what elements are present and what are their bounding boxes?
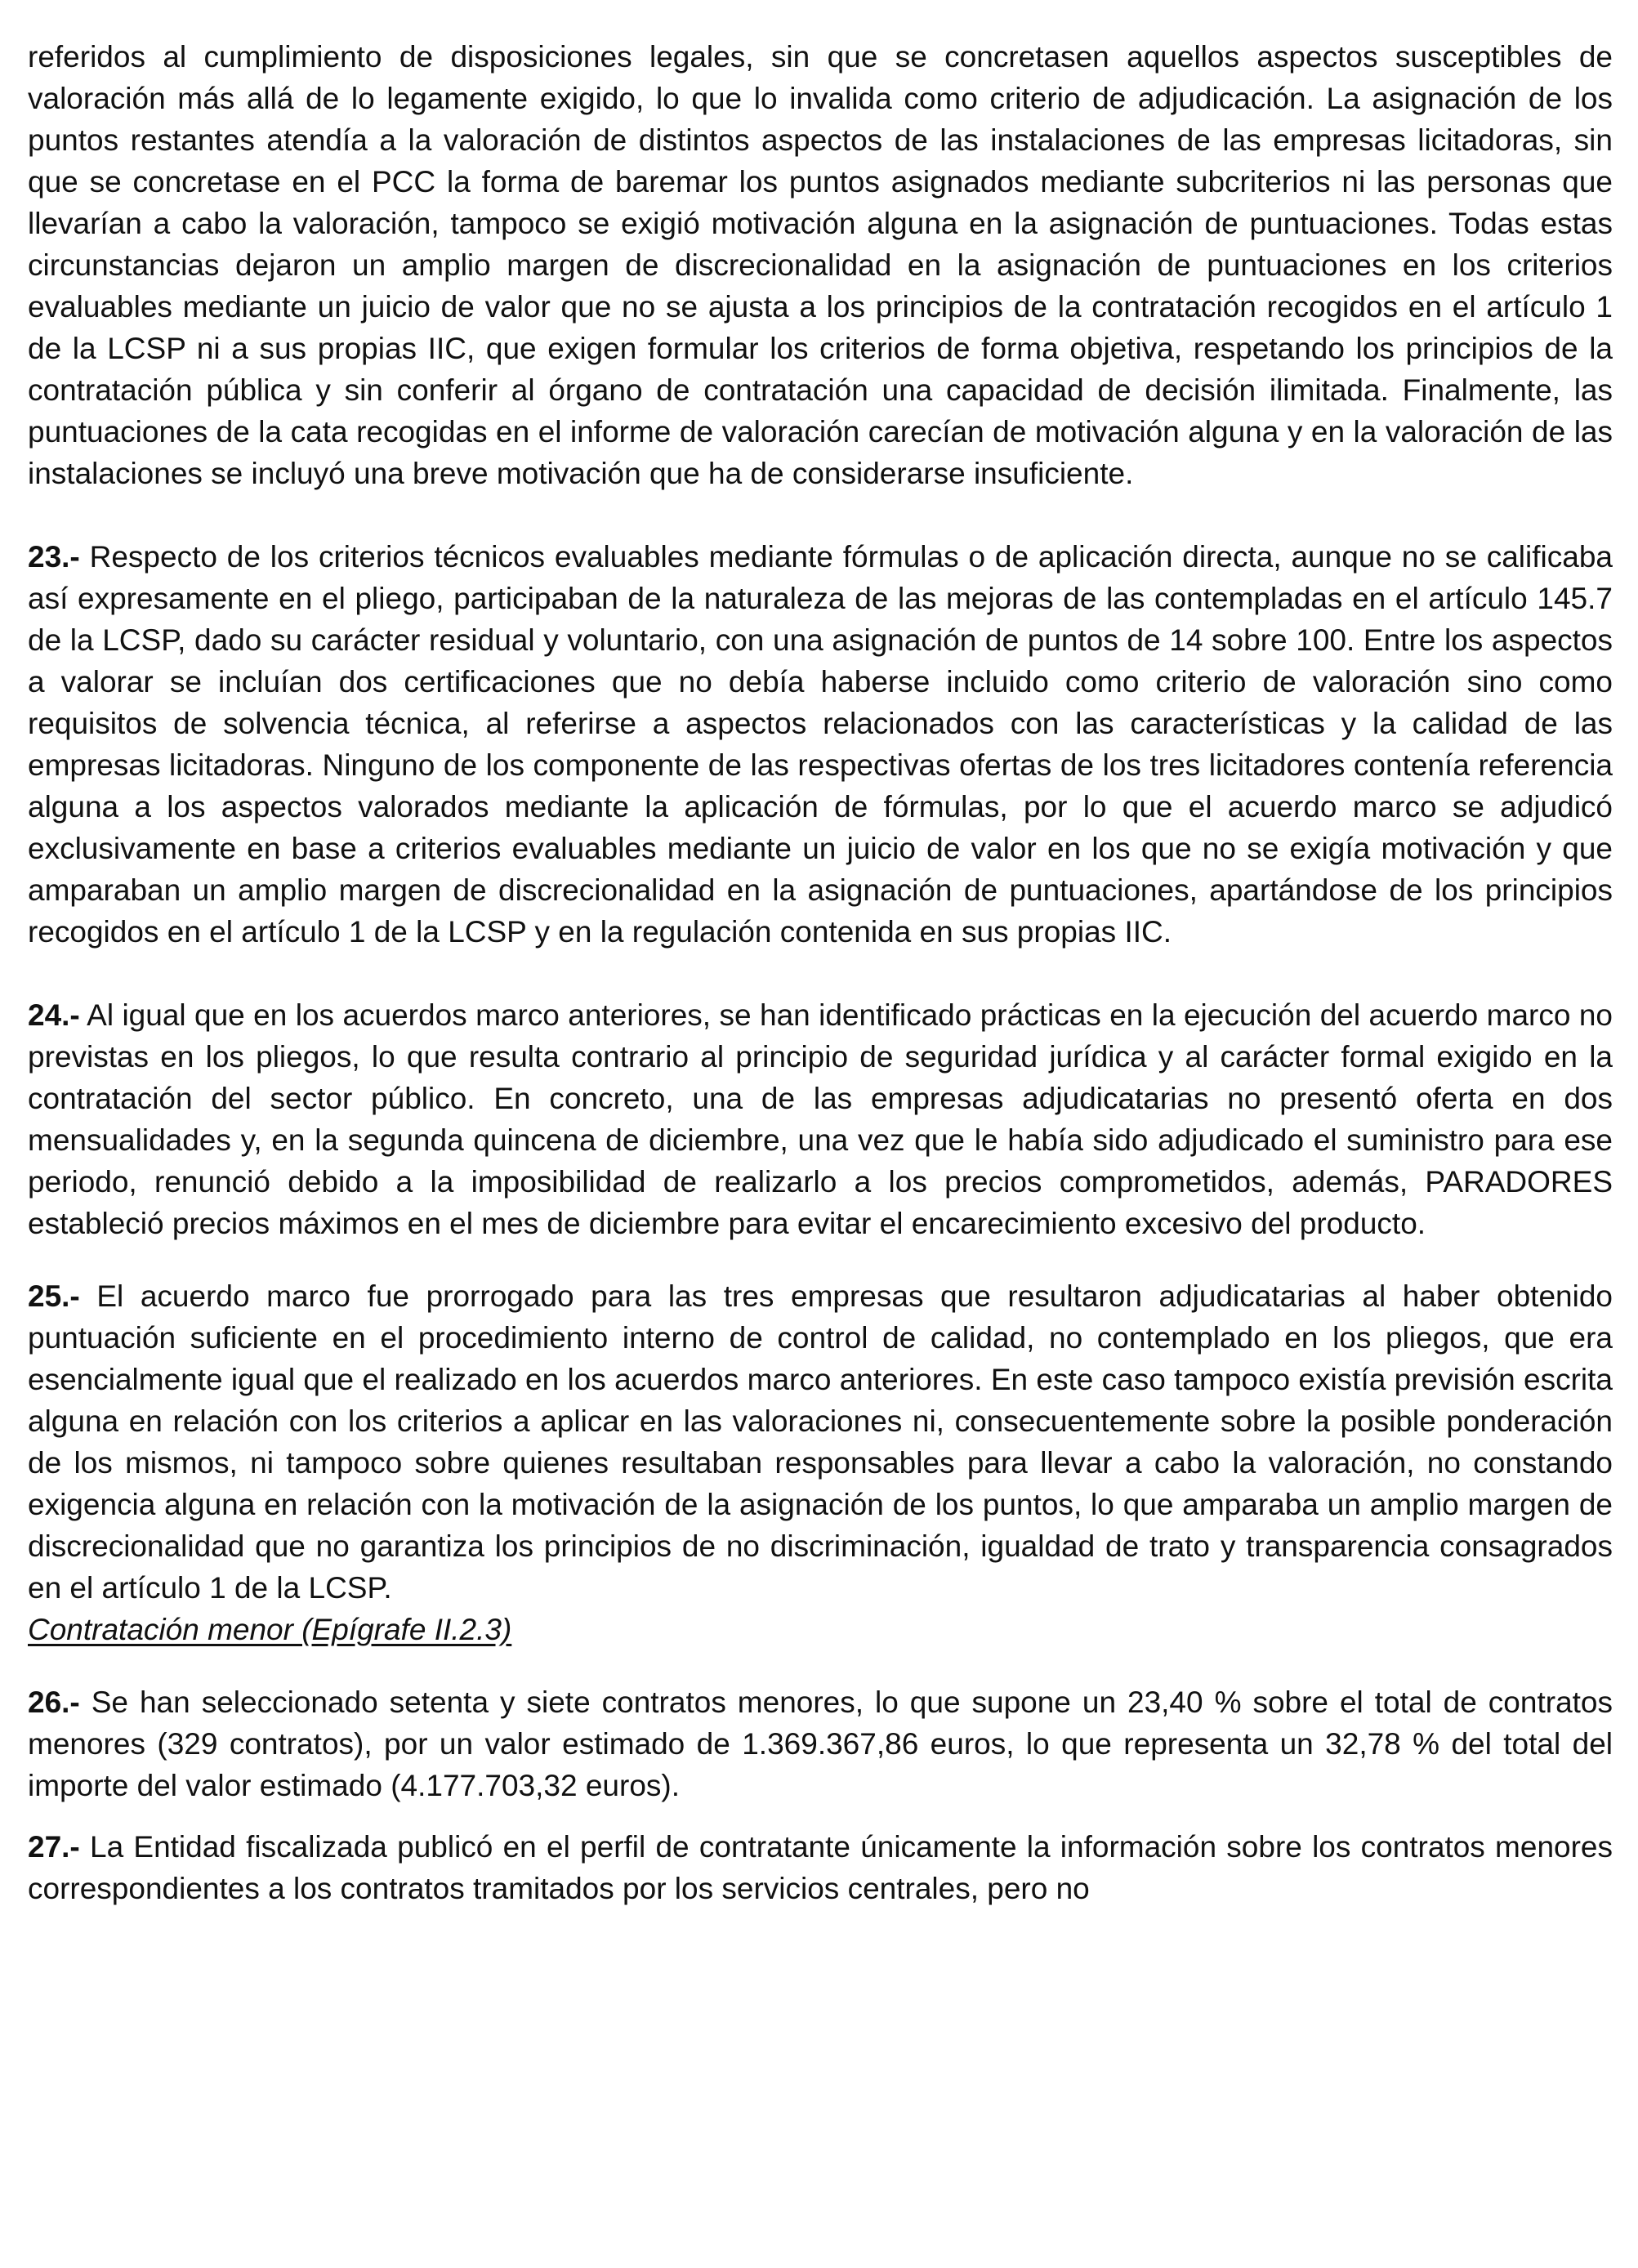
paragraph-text: La Entidad fiscalizada publicó en el perfil de contratante únicamente la información sobre los contratos menores correspondientes a los contratos tramitados por los servicios centrales, pero no: [28, 1830, 1613, 1905]
paragraph-text: El acuerdo marco fue prorrogado para las tres empresas que resultaron adjudicatarias al haber obtenido puntuación suficiente en el procedimiento interno de control de calidad, no contemplado en los pliegos, que era esencialmente igual que el realizado en los acuerdos marco anteriores. En este caso tampoco existía previsión escrita alguna en relación con los criterios a aplicar en las valoraciones ni, consecuentemente sobre la posible ponderación de los mismos, ni tampoco sobre quienes resultaban responsables para llevar a cabo la valoración, no constando exigencia alguna en relación con la motivación de la asignación de los puntos, lo que amparaba un amplio margen de discrecionalidad que no garantiza los principios de no discriminación, igualdad de trato y transparencia consagrados en el artículo 1 de la LCSP.: [28, 1279, 1613, 1605]
paragraph-number: 27.-: [28, 1830, 80, 1864]
document-page: [28, 36, 1613, 1909]
section-title: Contratación menor (Epígrafe II.2.3): [28, 1613, 512, 1646]
paragraph-text: Al igual que en los acuerdos marco anteriores, se han identificado prácticas en la ejecución del acuerdo marco no previstas en los pliegos, lo que resulta contrario al principio de seguridad jurídica y al carácter formal exigido en la contratación del sector público. En concreto, una de las empresas adjudicatarias no presentó oferta en dos mensualidades y, en la segunda quincena de diciembre, una vez que le había sido adjudicado el suministro para ese periodo, renunció debido a la imposibilidad de realizarlo a los precios comprometidos, además, PARADORES estableció precios máximos en el mes de diciembre para evitar el encarecimiento excesivo del producto.: [28, 998, 1613, 1240]
paragraph-text: Se han seleccionado setenta y siete contratos menores, lo que supone un 23,40 % sobre el total de contratos menores (329 contratos), por un valor estimado de 1.369.367,86 euros, lo que representa un 32,78 % del total del importe del valor estimado (4.177.703,32 euros).: [28, 1685, 1613, 1802]
paragraph-27: [28, 1826, 1613, 1909]
paragraph-23: [28, 536, 1613, 953]
paragraph-number: 23.-: [28, 540, 80, 574]
paragraph-22-continuation: [28, 36, 1613, 494]
paragraph-number: 25.-: [28, 1279, 80, 1313]
paragraph-number: 24.-: [28, 998, 80, 1032]
paragraph-25: [28, 1275, 1613, 1609]
paragraph-number: 26.-: [28, 1685, 80, 1719]
paragraph-text: referidos al cumplimiento de disposiciones legales, sin que se concretasen aquellos aspectos susceptibles de valoración más allá de lo legamente exigido, lo que lo invalida como criterio de adjudicación. La asignación de los puntos restantes atendía a la valoración de distintos aspectos de las instalaciones de las empresas licitadoras, sin que se concretase en el PCC la forma de baremar los puntos asignados mediante subcriterios ni las personas que llevarían a cabo la valoración, tampoco se exigió motivación alguna en la asignación de puntuaciones. Todas estas circunstancias dejaron un amplio margen de discrecionalidad en la asignación de puntuaciones en los criterios evaluables mediante un juicio de valor que no se ajusta a los principios de la contratación recogidos en el artículo 1 de la LCSP ni a sus propias IIC, que exigen formular los criterios de forma objetiva, respetando los principios de la contratación pública y sin conferir al órgano de contratación una capacidad de decisión ilimitada. Finalmente, las puntuaciones de la cata recogidas en el informe de valoración carecían de motivación alguna y en la valoración de las instalaciones se incluyó una breve motivación que ha de considerarse insuficiente.: [28, 40, 1613, 490]
paragraph-text: Respecto de los criterios técnicos evaluables mediante fórmulas o de aplicación directa, aunque no se calificaba así expresamente en el pliego, participaban de la naturaleza de las mejoras de las contempladas en el artículo 145.7 de la LCSP, dado su carácter residual y voluntario, con una asignación de puntos de 14 sobre 100. Entre los aspectos a valorar se incluían dos certificaciones que no debía haberse incluido como criterio de valoración sino como requisitos de solvencia técnica, al referirse a aspectos relacionados con las características y la calidad de las empresas licitadoras. Ninguno de los componente de las respectivas ofertas de los tres licitadores contenía referencia alguna a los aspectos valorados mediante la aplicación de fórmulas, por lo que el acuerdo marco se adjudicó exclusivamente en base a criterios evaluables mediante un juicio de valor en los que no se exigía motivación y que amparaban un amplio margen de discrecionalidad en la asignación de puntuaciones, apartándose de los principios recogidos en el artículo 1 de la LCSP y en la regulación contenida en sus propias IIC.: [28, 540, 1613, 949]
paragraph-26: [28, 1681, 1613, 1806]
paragraph-24: [28, 994, 1613, 1244]
